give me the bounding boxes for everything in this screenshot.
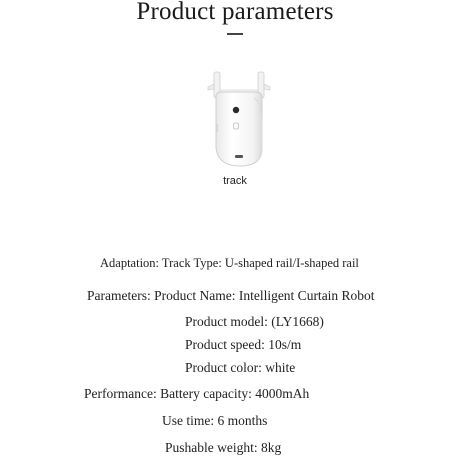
adaptation-line: Adaptation: Track Type: U-shaped rail/I-shaped rail xyxy=(100,256,359,270)
pushable-weight-line: Pushable weight: 8kg xyxy=(165,440,282,455)
product-name-line: Parameters: Product Name: Intelligent Curtain Robot xyxy=(87,288,375,303)
page-title: Product parameters xyxy=(136,0,334,25)
battery-capacity-line: Performance: Battery capacity: 4000mAh xyxy=(84,386,310,401)
title-divider xyxy=(227,33,243,35)
product-model-line: Product model: (LY1668) xyxy=(185,314,324,329)
use-time-line: Use time: 6 months xyxy=(162,413,268,428)
product-color-line: Product color: white xyxy=(185,360,296,375)
product-speed-line: Product speed: 10s/m xyxy=(185,337,302,352)
curtain-robot-image xyxy=(200,62,280,172)
image-caption: track xyxy=(223,175,247,187)
